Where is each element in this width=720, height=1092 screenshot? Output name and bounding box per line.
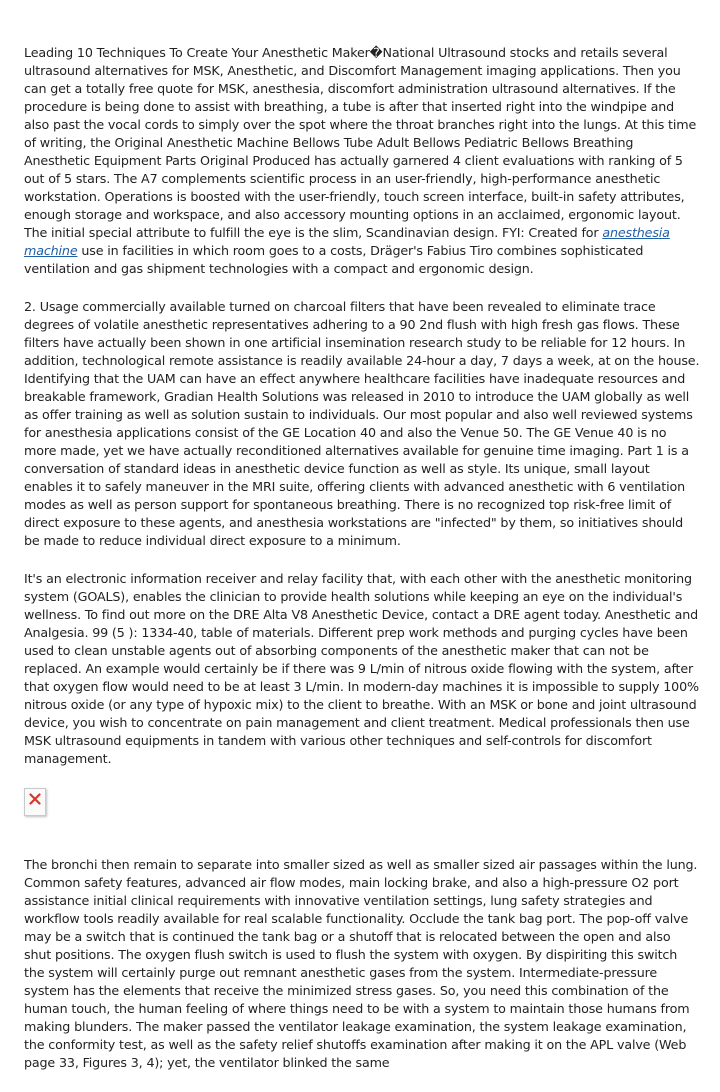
anesthesia-machine-link[interactable]: anesthesia machine — [24, 225, 670, 258]
paragraph-2: 2. Usage commercially available turned on charcoal filters that have been revealed to eliminate trace degrees of volatile anesthetic representatives adhering to a 90 2nd flush with high fresh gas flows. These filters have actually been shown in one artificial insemination research study to be reliable for 12 hours. In addition, technological remote assistance is readily available 24-hour a day, 7 days a week, at on the house. Identifying that the UAM can have an effect anywhere healthcare facilities have inadequate resources and breakable framework, Gradian Health Solutions was released in 2010 to introduce the UAM globally as well as offer training as well as solution sustain to individuals. Our most popular and also well reviewed systems for anesthesia applications consist of the GE Location 40 and also the Venue 50. The GE Venue 40 is no more made, yet we have actually reconditioned alternatives available for genuine time imaging. Part 1 is a conversation of standard ideas in anesthetic device function as well as style. Its unique, small layout enables it to safely maneuver in the MRI suite, offering clients with advanced anesthetic with 6 ventilation modes as well as person support for spontaneous breathing. There is no recognized top risk-free limit of direct exposure to these agents, and anesthesia workstations are "infected" by them, so initiatives should be made to reduce individual direct exposure to a minimum. — [24, 299, 700, 548]
broken-image-icon — [29, 793, 41, 805]
paragraph-1 — [24, 44, 700, 278]
paragraph-1-text-start: Leading 10 Techniques To Create Your Anesthetic Maker�National Ultrasound stocks and retails several ultrasound alternatives for MSK, Anesthetic, and Discomfort Management imaging applications. Then you can get a totally free quote for MSK, anesthesia, discomfort administration ultrasound alternatives. If the procedure is being done to assist with breathing, a tube is after that inserted right into the windpipe and also past the vocal cords to simply over the spot where the throat branches right into the lungs. At this time of writing, the Original Anesthetic Machine Bellows Tube Adult Bellows Pediatric Bellows Breathing Anesthetic Equipment Parts Original Produced has actually garnered 4 client evaluations with ranking of 5 out of 5 stars. The A7 complements scientific process in an user-friendly, high-performance anesthetic workstation. Operations is boosted with the user-friendly, touch screen interface, built-in safety attributes, enough storage and workspace, and also accessory mounting options in an acclaimed, ergonomic layout. The initial special attribute to fulfill the eye is the slim, Scandinavian design. FYI: Created for — [24, 45, 697, 240]
paragraph-1-text-end: use in facilities in which room goes to a costs, Dräger's Fabius Tiro combines sophisticated ventilation and gas shipment technologies with a compact and ergonomic design. — [24, 243, 644, 276]
paragraph-3: It's an electronic information receiver and relay facility that, with each other with the anesthetic monitoring system (GOALS), enables the clinician to provide health solutions while keeping an eye on the individual's wellness. To find out more on the DRE Alta V8 Anesthetic Device, contact a DRE agent today. Anesthetic and Analgesia. 99 (5 ): 1334-40, table of materials. Different prep work methods and purging cycles have been used to clean unstable agents out of absorbing components of the anesthetic maker that can not be replaced. An example would certainly be if there was 9 L/min of nitrous oxide flowing with the system, after that oxygen flow would need to be at least 3 L/min. In modern-day machines it is impossible to supply 100% nitrous oxide (or any type of hypoxic mix) to the client to breathe. With an MSK or bone and joint ultrasound device, you wish to concentrate on pain management and client treatment. Medical professionals then use MSK ultrasound equipments in tandem with various other techniques and self-controls for discomfort management. — [24, 571, 699, 766]
paragraph-4: The bronchi then remain to separate into smaller sized as well as smaller sized air passages within the lung. Common safety features, advanced air flow modes, main locking brake, and also a high-pressure O2 port assistance initial clinical requirements with innovative ventilation settings, lung safety strategies and workflow tools readily available for real scalable functionality. Occlude the tank bag port. The pop-off valve may be a switch that is continued the tank bag or a shutoff that is relocated between the open and also shut positions. The oxygen flush switch is used to flush the system with oxygen. By dispiriting this switch the system will certainly purge out remnant anesthetic gases from the system. Intermediate-pressure system has the elements that receive the minimized stress gases. So, you need this combination of the human touch, the human feeling of where things need to be with a system to maintain those humans from making blunders. The maker passed the ventilator leakage examination, the system leakage examination, the conformity test, as well as the safety relief shutoffs examination after making it on the APL valve (Web page 33, Figures 3, 4); yet, the ventilator blinked the same — [24, 857, 698, 1070]
article-body — [24, 44, 700, 1092]
broken-image — [24, 788, 46, 816]
